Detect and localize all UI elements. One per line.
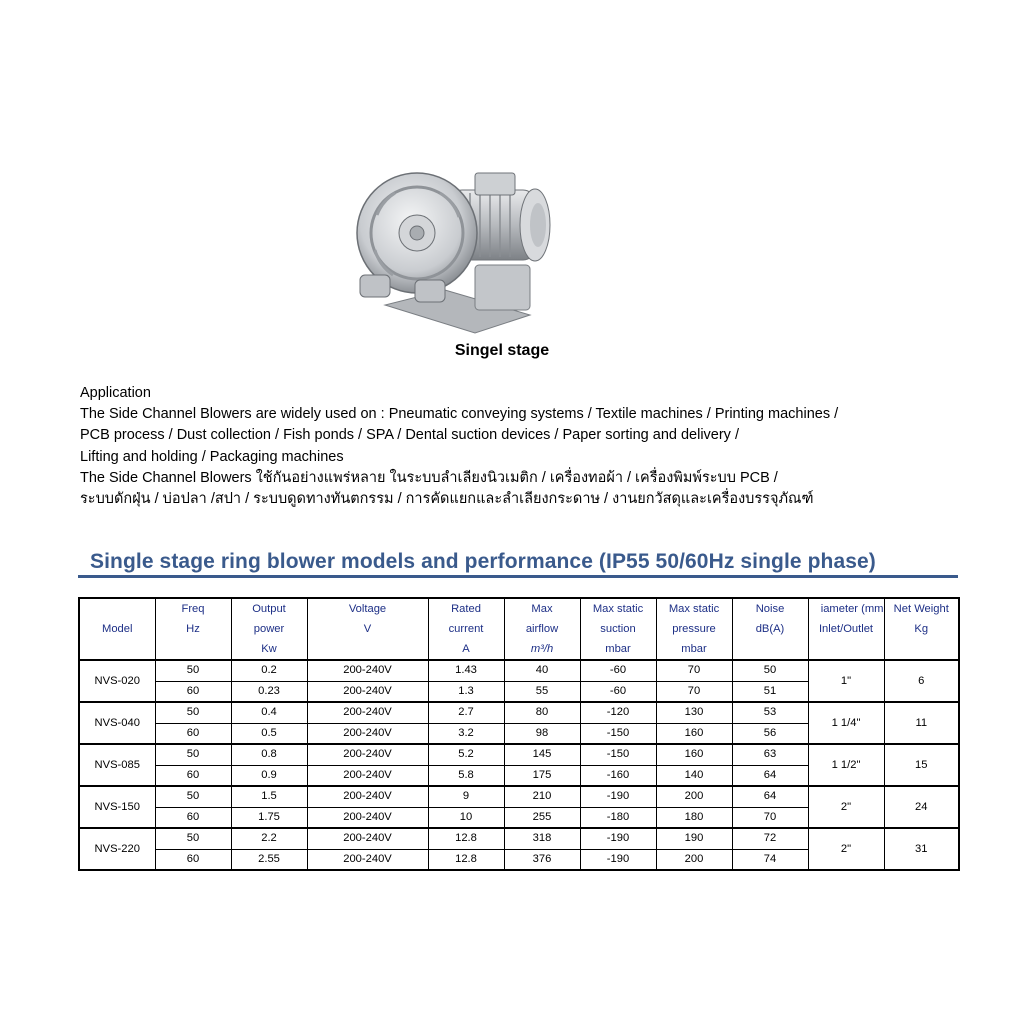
noise-cell: 74 bbox=[732, 849, 808, 870]
net-weight-cell: 31 bbox=[884, 828, 959, 870]
performance-table bbox=[78, 597, 960, 871]
diameter-cell: 2" bbox=[808, 828, 884, 870]
output-power-cell: 0.23 bbox=[231, 681, 307, 702]
table-row bbox=[79, 786, 959, 807]
voltage-cell: 200-240V bbox=[307, 765, 428, 786]
voltage-cell: 200-240V bbox=[307, 807, 428, 828]
noise-cell: 50 bbox=[732, 660, 808, 681]
header-noise: Noise dB(A) bbox=[732, 598, 808, 660]
output-power-cell: 2.55 bbox=[231, 849, 307, 870]
max-suction-cell: -190 bbox=[580, 849, 656, 870]
output-power-cell: 1.75 bbox=[231, 807, 307, 828]
application-heading: Application bbox=[80, 385, 151, 401]
freq-cell: 60 bbox=[155, 681, 231, 702]
rated-current-cell: 5.8 bbox=[428, 765, 504, 786]
max-airflow-cell: 55 bbox=[504, 681, 580, 702]
model-cell: NVS-040 bbox=[79, 702, 155, 744]
freq-cell: 60 bbox=[155, 807, 231, 828]
max-pressure-cell: 190 bbox=[656, 828, 732, 849]
rated-current-cell: 1.3 bbox=[428, 681, 504, 702]
max-airflow-cell: 376 bbox=[504, 849, 580, 870]
rated-current-cell: 2.7 bbox=[428, 702, 504, 723]
diameter-cell: 1 1/4" bbox=[808, 702, 884, 744]
output-power-cell: 0.9 bbox=[231, 765, 307, 786]
max-suction-cell: -190 bbox=[580, 828, 656, 849]
noise-cell: 70 bbox=[732, 807, 808, 828]
noise-cell: 53 bbox=[732, 702, 808, 723]
rated-current-cell: 10 bbox=[428, 807, 504, 828]
max-airflow-cell: 318 bbox=[504, 828, 580, 849]
table-row bbox=[79, 744, 959, 765]
header-max-airflow: Max airflow m³/h bbox=[504, 598, 580, 660]
freq-cell: 50 bbox=[155, 744, 231, 765]
noise-cell: 72 bbox=[732, 828, 808, 849]
max-pressure-cell: 130 bbox=[656, 702, 732, 723]
application-section bbox=[80, 383, 980, 510]
max-suction-cell: -150 bbox=[580, 723, 656, 744]
max-pressure-cell: 160 bbox=[656, 744, 732, 765]
voltage-cell: 200-240V bbox=[307, 744, 428, 765]
freq-cell: 50 bbox=[155, 702, 231, 723]
header-rated-current: Rated current A bbox=[428, 598, 504, 660]
net-weight-cell: 6 bbox=[884, 660, 959, 702]
header-diameter: iameter (mm Inlet/Outlet bbox=[808, 598, 884, 660]
freq-cell: 60 bbox=[155, 849, 231, 870]
application-line: Lifting and holding / Packaging machines bbox=[80, 448, 344, 465]
rated-current-cell: 12.8 bbox=[428, 828, 504, 849]
voltage-cell: 200-240V bbox=[307, 681, 428, 702]
max-airflow-cell: 145 bbox=[504, 744, 580, 765]
rated-current-cell: 9 bbox=[428, 786, 504, 807]
table-row bbox=[79, 702, 959, 723]
voltage-cell: 200-240V bbox=[307, 723, 428, 744]
max-suction-cell: -160 bbox=[580, 765, 656, 786]
diameter-cell: 2" bbox=[808, 786, 884, 828]
max-suction-cell: -60 bbox=[580, 660, 656, 681]
application-line: PCB process / Dust collection / Fish ponds / SPA / Dental suction devices / Paper sorting and delivery / bbox=[80, 427, 739, 444]
freq-cell: 60 bbox=[155, 723, 231, 744]
header-max-static-pressure: Max static pressure mbar bbox=[656, 598, 732, 660]
max-suction-cell: -60 bbox=[580, 681, 656, 702]
application-line: The Side Channel Blowers ใช้กันอย่างแพร่หลาย ในระบบลำเลียงนิวเมติก / เครื่องทอผ้า / เครื่องพิมพ์ระบบ PCB / bbox=[80, 469, 778, 486]
max-pressure-cell: 200 bbox=[656, 849, 732, 870]
max-pressure-cell: 70 bbox=[656, 681, 732, 702]
table-header-row bbox=[79, 598, 959, 660]
header-model: Model bbox=[79, 598, 155, 660]
noise-cell: 64 bbox=[732, 765, 808, 786]
output-power-cell: 0.8 bbox=[231, 744, 307, 765]
table-row bbox=[79, 828, 959, 849]
max-pressure-cell: 180 bbox=[656, 807, 732, 828]
model-cell: NVS-150 bbox=[79, 786, 155, 828]
net-weight-cell: 15 bbox=[884, 744, 959, 786]
header-output-power: Output power Kw bbox=[231, 598, 307, 660]
max-suction-cell: -180 bbox=[580, 807, 656, 828]
voltage-cell: 200-240V bbox=[307, 702, 428, 723]
voltage-cell: 200-240V bbox=[307, 849, 428, 870]
voltage-cell: 200-240V bbox=[307, 828, 428, 849]
max-airflow-cell: 175 bbox=[504, 765, 580, 786]
voltage-cell: 200-240V bbox=[307, 660, 428, 681]
output-power-cell: 0.2 bbox=[231, 660, 307, 681]
freq-cell: 60 bbox=[155, 765, 231, 786]
max-suction-cell: -150 bbox=[580, 744, 656, 765]
output-power-cell: 0.5 bbox=[231, 723, 307, 744]
model-cell: NVS-020 bbox=[79, 660, 155, 702]
image-caption: Singel stage bbox=[454, 342, 550, 359]
output-power-cell: 2.2 bbox=[231, 828, 307, 849]
max-airflow-cell: 40 bbox=[504, 660, 580, 681]
max-pressure-cell: 200 bbox=[656, 786, 732, 807]
diameter-cell: 1 1/2" bbox=[808, 744, 884, 786]
table-title: Single stage ring blower models and performance (IP55 50/60Hz single phase) bbox=[90, 550, 876, 573]
application-line: ระบบดักฝุ่น / บ่อปลา /สปา / ระบบดูดทางทันตกรรม / การคัดแยกและลำเลียงกระดาษ / งานยกวัสดุและเครื่องบรรจุภัณฑ์ bbox=[80, 491, 814, 508]
diameter-cell: 1" bbox=[808, 660, 884, 702]
max-pressure-cell: 70 bbox=[656, 660, 732, 681]
noise-cell: 51 bbox=[732, 681, 808, 702]
freq-cell: 50 bbox=[155, 786, 231, 807]
rated-current-cell: 1.43 bbox=[428, 660, 504, 681]
header-voltage: Voltage V bbox=[307, 598, 428, 660]
header-freq: Freq Hz bbox=[155, 598, 231, 660]
rated-current-cell: 5.2 bbox=[428, 744, 504, 765]
table-row bbox=[79, 660, 959, 681]
max-suction-cell: -190 bbox=[580, 786, 656, 807]
output-power-cell: 1.5 bbox=[231, 786, 307, 807]
title-underline bbox=[78, 575, 958, 578]
noise-cell: 56 bbox=[732, 723, 808, 744]
freq-cell: 50 bbox=[155, 828, 231, 849]
ring-blower-image bbox=[355, 155, 555, 335]
net-weight-cell: 24 bbox=[884, 786, 959, 828]
max-pressure-cell: 160 bbox=[656, 723, 732, 744]
header-net-weight: Net Weight Kg bbox=[884, 598, 959, 660]
max-airflow-cell: 98 bbox=[504, 723, 580, 744]
max-airflow-cell: 210 bbox=[504, 786, 580, 807]
noise-cell: 64 bbox=[732, 786, 808, 807]
application-line: The Side Channel Blowers are widely used on : Pneumatic conveying systems / Textile machines / Printing machines / bbox=[80, 406, 839, 423]
max-pressure-cell: 140 bbox=[656, 765, 732, 786]
max-airflow-cell: 255 bbox=[504, 807, 580, 828]
rated-current-cell: 3.2 bbox=[428, 723, 504, 744]
max-airflow-cell: 80 bbox=[504, 702, 580, 723]
rated-current-cell: 12.8 bbox=[428, 849, 504, 870]
header-max-static-suction: Max static suction mbar bbox=[580, 598, 656, 660]
freq-cell: 50 bbox=[155, 660, 231, 681]
max-suction-cell: -120 bbox=[580, 702, 656, 723]
noise-cell: 63 bbox=[732, 744, 808, 765]
model-cell: NVS-220 bbox=[79, 828, 155, 870]
model-cell: NVS-085 bbox=[79, 744, 155, 786]
net-weight-cell: 11 bbox=[884, 702, 959, 744]
voltage-cell: 200-240V bbox=[307, 786, 428, 807]
output-power-cell: 0.4 bbox=[231, 702, 307, 723]
